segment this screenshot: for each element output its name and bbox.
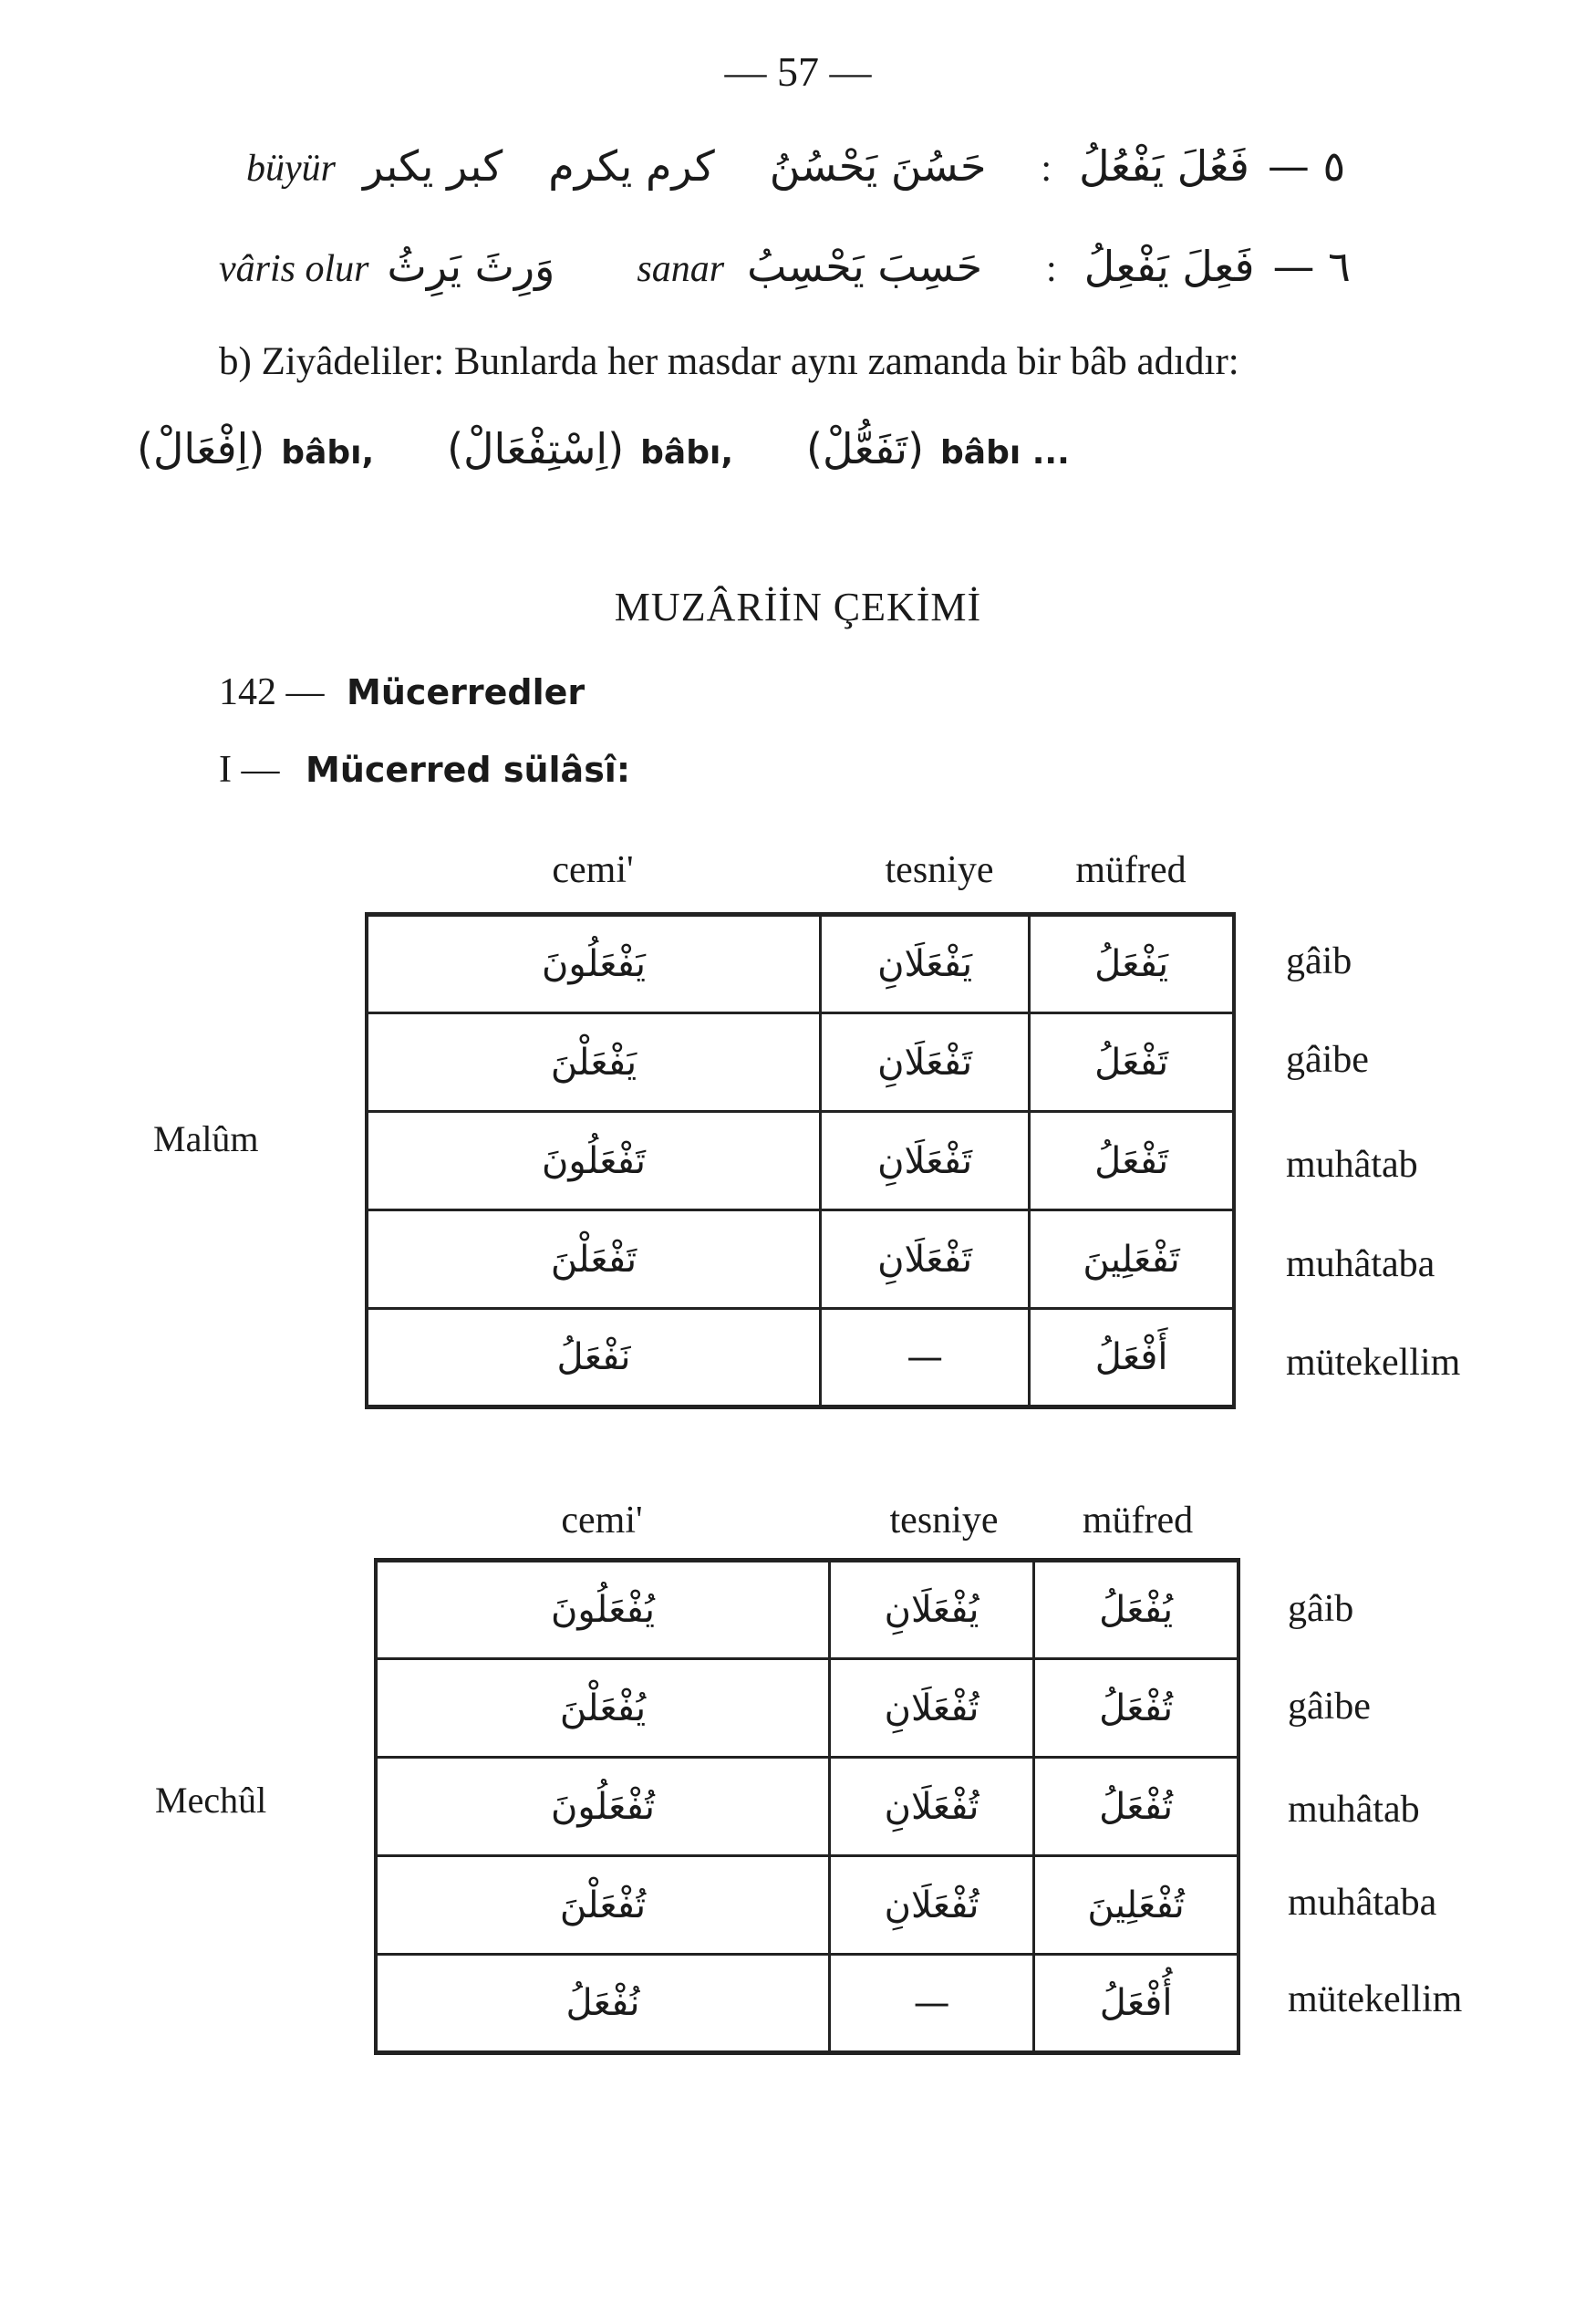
row-label-muhatab: muhâtab bbox=[1288, 1789, 1420, 1831]
voice-label-malum: Malûm bbox=[153, 1118, 259, 1159]
bab-label: bâbı, bbox=[281, 434, 375, 472]
cell-mufred: تُفْعَلُ bbox=[1034, 1758, 1238, 1856]
bab-arabic: (تَفَعُّلْ) bbox=[806, 424, 925, 473]
table-row bbox=[367, 1013, 1234, 1112]
row-label-gaibe: gâibe bbox=[1288, 1686, 1371, 1728]
table-row bbox=[376, 1856, 1238, 1955]
column-header-cemi: cemi' bbox=[552, 849, 634, 891]
cell-cemi: تُفْعَلْنَ bbox=[376, 1856, 830, 1955]
cell-tesniye: تَفْعَلَانِ bbox=[821, 1013, 1030, 1112]
table-row bbox=[376, 1955, 1238, 2053]
cell-mufred: تَفْعَلُ bbox=[1030, 1013, 1234, 1112]
cell-cemi: يَفْعَلُونَ bbox=[367, 915, 821, 1013]
table-row bbox=[367, 1112, 1234, 1210]
cell-mufred: أَفْعَلُ bbox=[1030, 1309, 1234, 1407]
cell-mufred: تَفْعَلُ bbox=[1030, 1112, 1234, 1210]
cell-cemi: تُفْعَلُونَ bbox=[376, 1758, 830, 1856]
table-row bbox=[367, 1210, 1234, 1309]
cell-mufred: يُفْعَلُ bbox=[1034, 1561, 1238, 1659]
cell-mufred: تَفْعَلِينَ bbox=[1030, 1210, 1234, 1309]
row-label-mutekellim: mütekellim bbox=[1288, 1978, 1463, 2020]
meaning-text: vâris olur bbox=[219, 248, 369, 290]
colon: : bbox=[1046, 248, 1057, 290]
cell-cemi: نُفْعَلُ bbox=[376, 1955, 830, 2053]
column-header-mufred: müfred bbox=[1075, 849, 1187, 891]
cell-mufred: تُفْعَلِينَ bbox=[1034, 1856, 1238, 1955]
ziyadeliler-text: b) Ziyâdeliler: Bunlarda her masdar aynı zamanda bir bâb adıdır: bbox=[219, 340, 1239, 383]
cell-tesniye: — bbox=[830, 1955, 1034, 2053]
colon: : bbox=[1041, 148, 1052, 190]
cell-tesniye: تَفْعَلَانِ bbox=[821, 1210, 1030, 1309]
arabic-example: حَسُنَ يَحْسُنُ bbox=[769, 141, 987, 191]
arabic-pattern: فَعِلَ يَفْعِلُ bbox=[1083, 242, 1255, 291]
table-row bbox=[376, 1659, 1238, 1758]
subsection-number: 142 — bbox=[219, 671, 325, 713]
subsection-mucerred bbox=[219, 748, 630, 792]
subsection-142 bbox=[219, 670, 585, 714]
bab-label: bâbı, bbox=[640, 434, 734, 472]
cell-cemi: تَفْعَلُونَ bbox=[367, 1112, 821, 1210]
arabic-example: حَسِبَ يَحْسِبُ bbox=[747, 242, 983, 291]
line-number: ٥ — bbox=[1267, 141, 1346, 191]
column-header-mufred: müfred bbox=[1082, 1500, 1194, 1542]
column-header-tesniye: tesniye bbox=[885, 849, 994, 891]
subsection-number: I — bbox=[219, 749, 280, 791]
row-label-gaibe: gâibe bbox=[1286, 1039, 1369, 1081]
bab-arabic: (اِسْتِفْعَالْ) bbox=[447, 424, 625, 473]
cell-tesniye: يُفْعَلَانِ bbox=[830, 1561, 1034, 1659]
cell-cemi: نَفْعَلُ bbox=[367, 1309, 821, 1407]
line-number: ٦ — bbox=[1272, 242, 1351, 291]
page-number: — 57 — bbox=[724, 48, 872, 95]
voice-label-mechul: Mechûl bbox=[155, 1780, 267, 1821]
example-line-5 bbox=[246, 141, 1386, 191]
subsection-title: Mücerredler bbox=[347, 672, 586, 712]
column-header-cemi: cemi' bbox=[561, 1500, 643, 1542]
arabic-example: كبر يكبر bbox=[363, 141, 503, 191]
cell-mufred: تُفْعَلُ bbox=[1034, 1659, 1238, 1758]
arabic-example: وَرِثَ يَرِثُ bbox=[387, 242, 555, 291]
arabic-example: كرم يكرم bbox=[548, 141, 715, 191]
cell-tesniye: يَفْعَلَانِ bbox=[821, 915, 1030, 1013]
cell-tesniye: تَفْعَلَانِ bbox=[821, 1112, 1030, 1210]
cell-cemi: تَفْعَلْنَ bbox=[367, 1210, 821, 1309]
subsection-title: Mücerred sülâsî: bbox=[306, 750, 631, 790]
cell-tesniye: تُفْعَلَانِ bbox=[830, 1758, 1034, 1856]
row-label-muhataba: muhâtaba bbox=[1288, 1882, 1437, 1924]
table-row bbox=[376, 1561, 1238, 1659]
example-line-6 bbox=[219, 242, 1386, 291]
conjugation-table-malum bbox=[365, 912, 1236, 1409]
meaning-text: büyür bbox=[246, 148, 336, 190]
bab-arabic: (اِفْعَالْ) bbox=[137, 424, 265, 473]
row-label-mutekellim: mütekellim bbox=[1286, 1342, 1461, 1384]
bab-list bbox=[137, 424, 1070, 473]
row-label-muhataba: muhâtaba bbox=[1286, 1243, 1435, 1285]
column-header-tesniye: tesniye bbox=[889, 1500, 999, 1542]
cell-mufred: يَفْعَلُ bbox=[1030, 915, 1234, 1013]
row-label-gaib: gâib bbox=[1288, 1588, 1354, 1630]
meaning-text: sanar bbox=[637, 248, 725, 290]
cell-tesniye: تُفْعَلَانِ bbox=[830, 1659, 1034, 1758]
cell-cemi: يَفْعَلْنَ bbox=[367, 1013, 821, 1112]
table-row bbox=[367, 915, 1234, 1013]
cell-tesniye: — bbox=[821, 1309, 1030, 1407]
cell-cemi: يُفْعَلُونَ bbox=[376, 1561, 830, 1659]
row-label-muhatab: muhâtab bbox=[1286, 1144, 1418, 1186]
row-label-gaib: gâib bbox=[1286, 940, 1352, 982]
cell-mufred: أُفْعَلُ bbox=[1034, 1955, 1238, 2053]
cell-tesniye: تُفْعَلَانِ bbox=[830, 1856, 1034, 1955]
table-row bbox=[367, 1309, 1234, 1407]
bab-label: bâbı ... bbox=[940, 434, 1070, 472]
section-title: MUZÂRİİN ÇEKİMİ bbox=[614, 585, 982, 629]
arabic-pattern: فَعُلَ يَفْعُلُ bbox=[1079, 141, 1249, 191]
cell-cemi: يُفْعَلْنَ bbox=[376, 1659, 830, 1758]
conjugation-table-mechul bbox=[374, 1558, 1240, 2055]
table-row bbox=[376, 1758, 1238, 1856]
